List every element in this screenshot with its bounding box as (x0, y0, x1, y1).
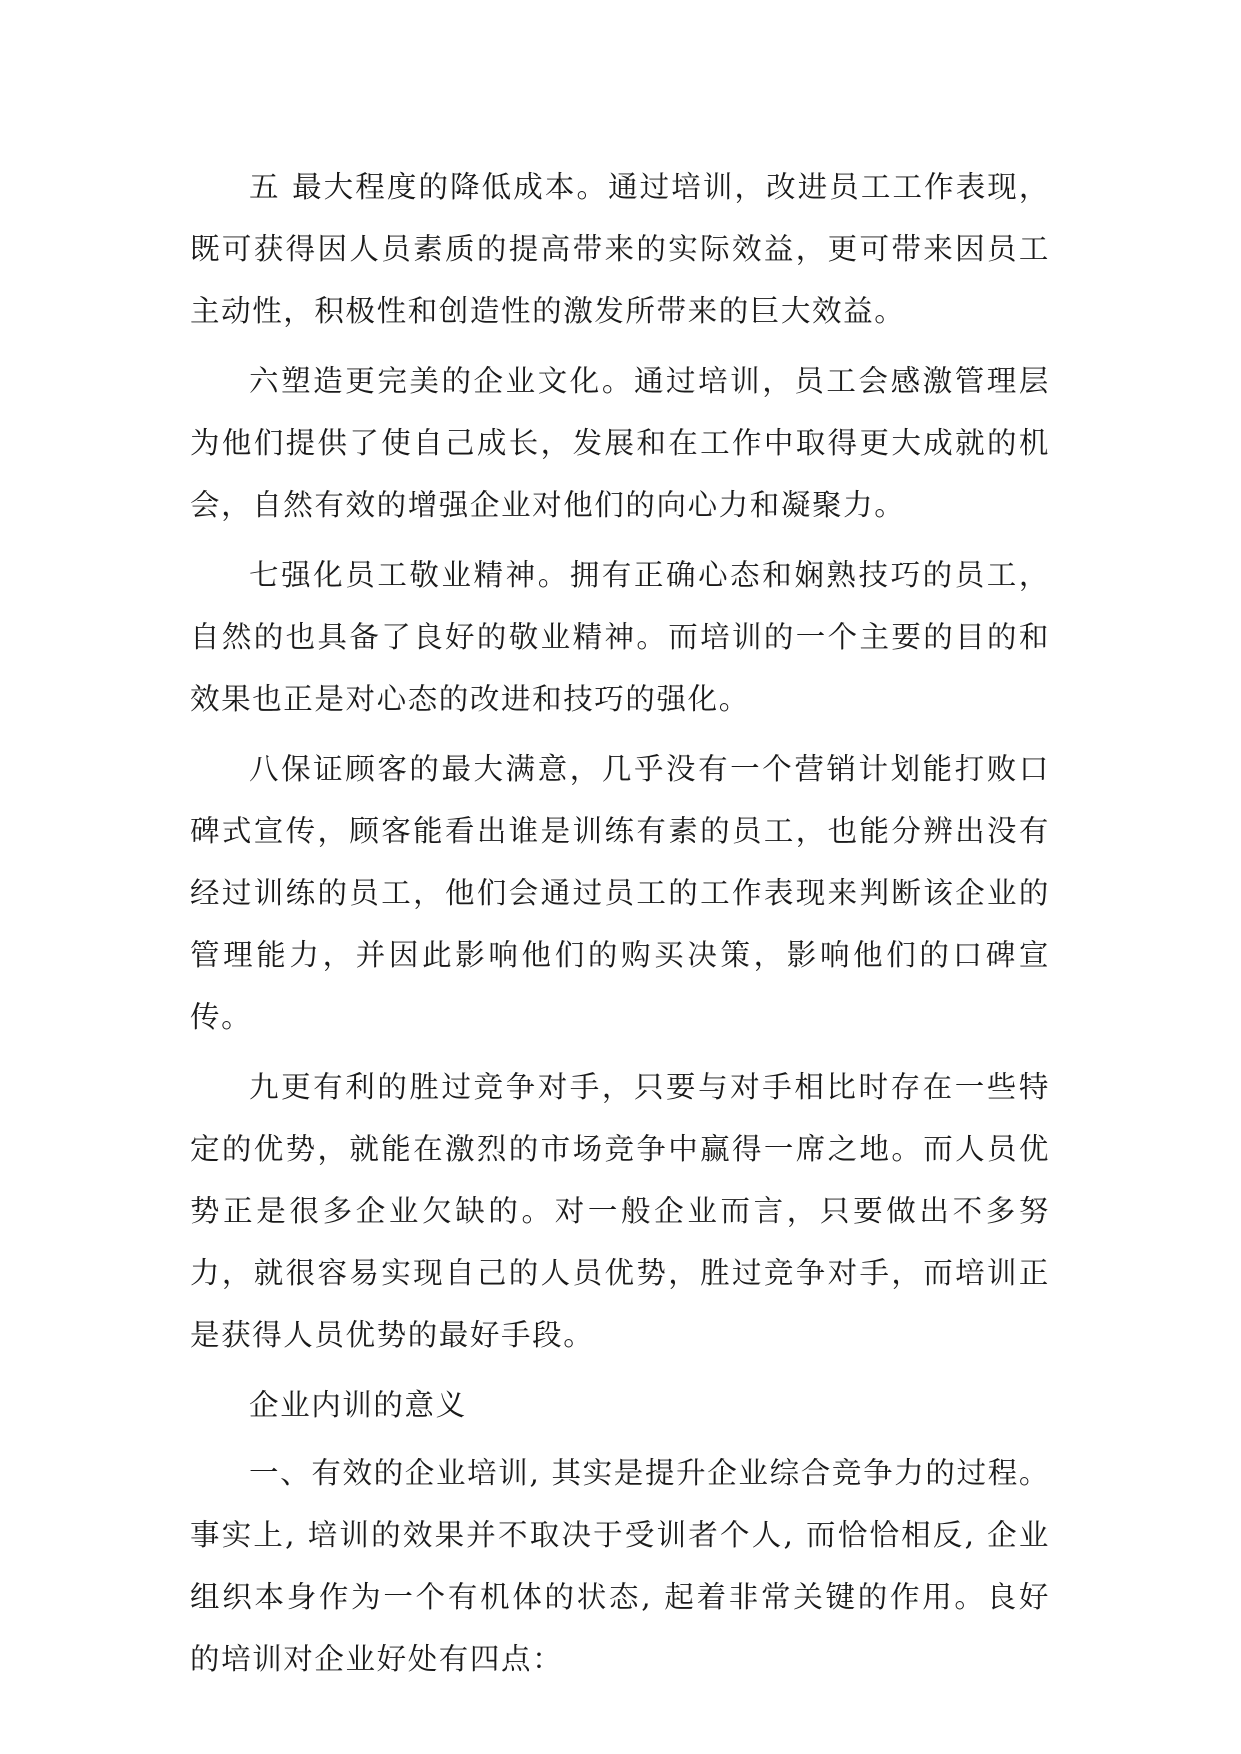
document-body (190, 156, 1050, 1698)
paragraph-dedication: 七强化员工敬业精神。拥有正确心态和娴熟技巧的员工，自然的也具备了良好的敬业精神。而培训的一个主要的目的和效果也正是对心态的改进和技巧的强化。 (190, 558, 1050, 716)
paragraph-corporate-culture: 六塑造更完美的企业文化。通过培训，员工会感激管理层为他们提供了使自己成长，发展和在工作中取得更大成就的机会，自然有效的增强企业对他们的向心力和凝聚力。 (190, 364, 1050, 522)
paragraph-customer-satisfaction: 八保证顾客的最大满意，几乎没有一个营销计划能打败口碑式宣传，顾客能看出谁是训练有素的员工，也能分辨出没有经过训练的员工，他们会通过员工的工作表现来判断该企业的管理能力，并因此影响他们的购买决策，影响他们的口碑宣传。 (190, 752, 1050, 1034)
paragraph-training-competitiveness: 一、有效的企业培训, 其实是提升企业综合竞争力的过程。事实上, 培训的效果并不取决于受训者个人, 而恰恰相反, 企业组织本身作为一个有机体的状态, 起着非常关键的作用。良好的培训对企业好处有四点： (190, 1456, 1050, 1676)
paragraph-cost-reduction: 五 最大程度的降低成本。通过培训，改进员工工作表现，既可获得因人员素质的提高带来的实际效益，更可带来因员工主动性，积极性和创造性的激发所带来的巨大效益。 (190, 170, 1050, 328)
section-heading-training-meaning: 企业内训的意义 (249, 1388, 467, 1422)
paragraph-competition: 九更有利的胜过竞争对手，只要与对手相比时存在一些特定的优势，就能在激烈的市场竞争中赢得一席之地。而人员优势正是很多企业欠缺的。对一般企业而言，只要做出不多努力，就很容易实现自己的人员优势，胜过竞争对手，而培训正是获得人员优势的最好手段。 (190, 1070, 1050, 1352)
